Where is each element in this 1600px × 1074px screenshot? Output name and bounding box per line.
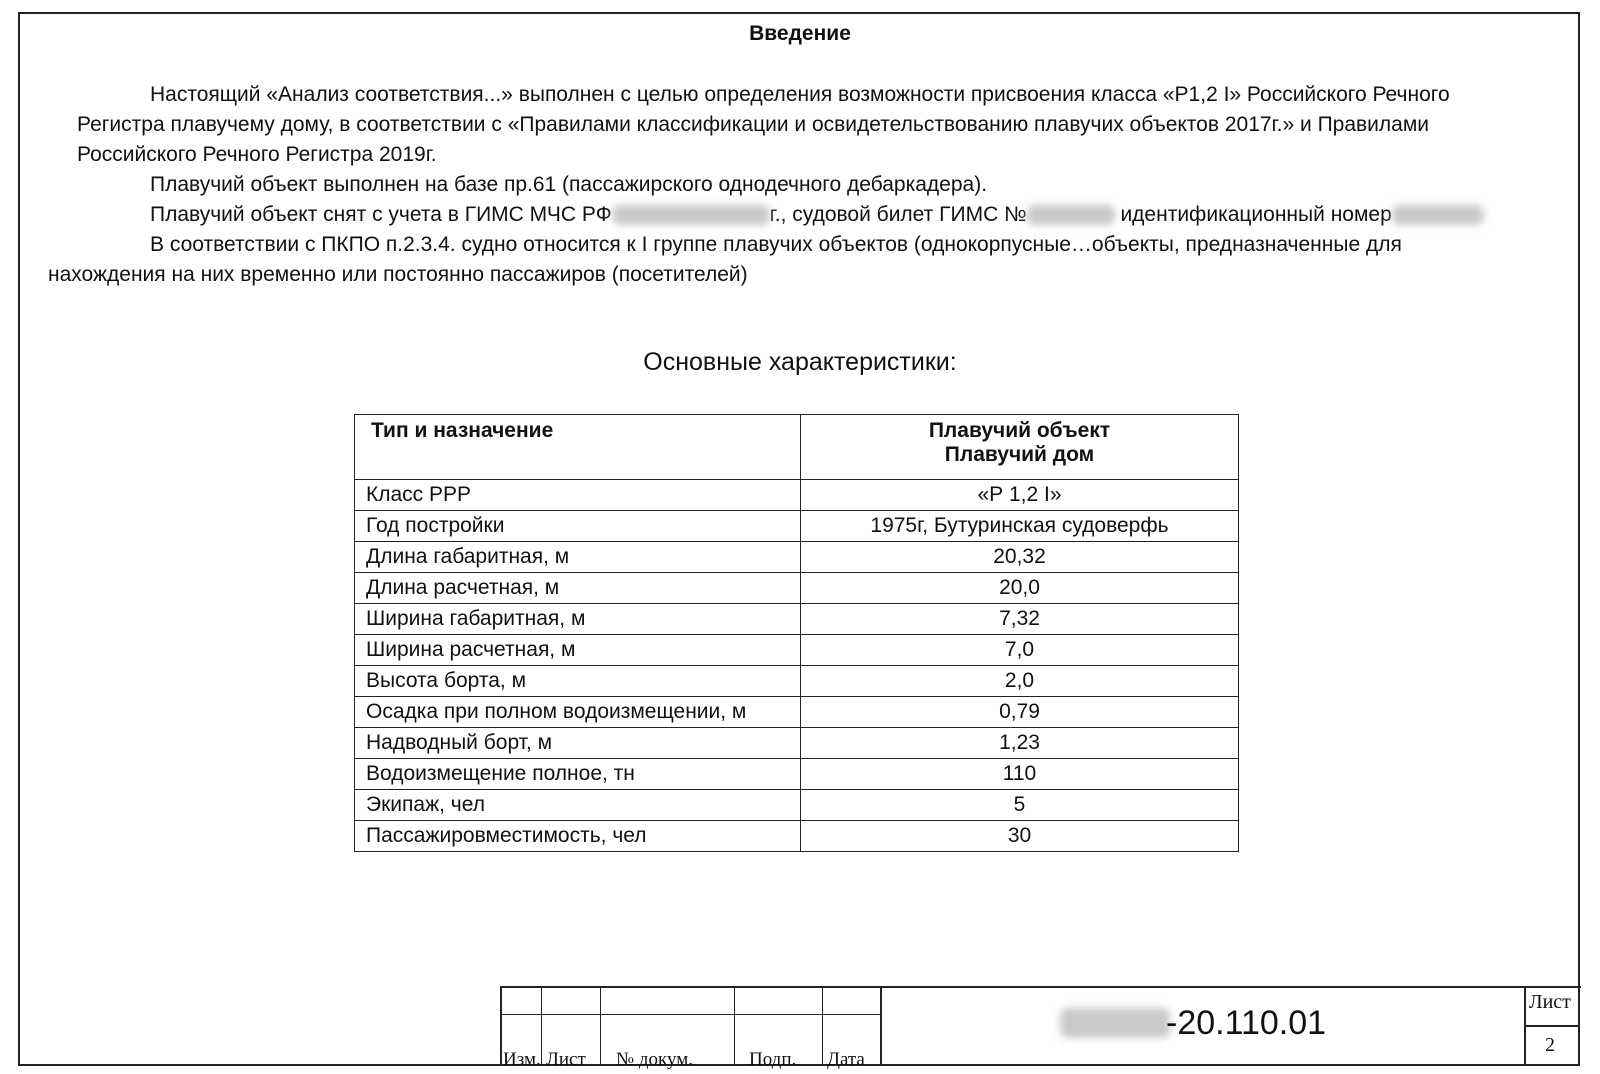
row-label: Надводный борт, м: [355, 728, 801, 759]
row-label: Экипаж, чел: [355, 790, 801, 821]
table-row: [355, 480, 1239, 511]
redacted-id-number: [1392, 205, 1484, 225]
intro-p3-part1: Плавучий объект снят с учета в ГИМС МЧС РФ: [150, 203, 612, 226]
stamp-label-sheet: Лист: [546, 1049, 586, 1070]
redacted-doc-prefix: [1060, 1008, 1170, 1038]
header-object-line2: Плавучий дом: [944, 443, 1095, 466]
document-code: -20.110.01: [1166, 1004, 1327, 1042]
row-value: 20,32: [801, 542, 1239, 573]
row-value: 7,0: [801, 635, 1239, 666]
table-row: [355, 573, 1239, 604]
stamp-sheet-number: 2: [1545, 1034, 1555, 1056]
intro-p1-line1: Настоящий «Анализ соответствия...» выполнен с целью определения возможности присвоения класса «Р1,2 I» Российского Речного: [150, 83, 1450, 106]
row-label: Длина расчетная, м: [355, 573, 801, 604]
table-row: [355, 635, 1239, 666]
table-row: [355, 821, 1239, 852]
table-row: [355, 790, 1239, 821]
table-header-row: [355, 415, 1239, 480]
row-label: Осадка при полном водоизмещении, м: [355, 697, 801, 728]
intro-p3-part3: идентификационный номер: [1120, 203, 1392, 226]
row-value: 2,0: [801, 666, 1239, 697]
intro-p3-part2: г., судовой билет ГИМС №: [769, 203, 1027, 226]
row-value: 1,23: [801, 728, 1239, 759]
stamp-label-doc-number: № докум.: [616, 1049, 694, 1070]
row-value: 7,32: [801, 604, 1239, 635]
page-heading: Введение: [749, 22, 851, 45]
row-value: 5: [801, 790, 1239, 821]
intro-p1-line3: Российского Речного Регистра 2019г.: [77, 143, 437, 166]
intro-p1-line2: Регистра плавучему дому, в соответствии с «Правилами классификации и освидетельствованию плавучих объектов 2017г.» и Правилами: [77, 113, 1430, 136]
row-label: Пассажировместимость, чел: [355, 821, 801, 852]
table-row: [355, 728, 1239, 759]
intro-p3: [150, 200, 1484, 230]
stamp-sheet-label: Лист: [1529, 991, 1571, 1013]
row-label: Год постройки: [355, 511, 801, 542]
redacted-date: [612, 205, 770, 225]
row-value: «Р 1,2 I»: [801, 480, 1239, 511]
characteristics-table: [354, 414, 1239, 852]
table-row: [355, 542, 1239, 573]
table-row: [355, 759, 1239, 790]
row-value: 20,0: [801, 573, 1239, 604]
stamp-label-date: Дата: [827, 1049, 865, 1070]
row-label: Ширина габаритная, м: [355, 604, 801, 635]
redacted-ticket-number: [1027, 205, 1115, 225]
table-row: [355, 511, 1239, 542]
intro-p4-line2: нахождения на них временно или постоянно пассажиров (посетителей): [48, 263, 748, 286]
header-type-cell: Тип и назначение: [355, 415, 801, 480]
stamp-label-signature: Подп.: [749, 1049, 797, 1070]
table-row: [355, 666, 1239, 697]
row-label: Ширина расчетная, м: [355, 635, 801, 666]
table-row: [355, 697, 1239, 728]
section-title: Основные характеристики:: [643, 348, 957, 376]
intro-p4-line1: В соответствии с ПКПО п.2.3.4. судно относится к I группе плавучих объектов (однокорпусные…объекты, предназначенные для: [150, 233, 1402, 256]
table-row: [355, 604, 1239, 635]
row-value: 0,79: [801, 697, 1239, 728]
header-object-line1: Плавучий объект: [928, 419, 1111, 442]
intro-p2: Плавучий объект выполнен на базе пр.61 (пассажирского однодечного дебаркадера).: [150, 173, 988, 196]
row-value: 110: [801, 759, 1239, 790]
stamp-label-revision: Изм.: [503, 1049, 541, 1070]
row-label: Водоизмещение полное, тн: [355, 759, 801, 790]
row-value: 1975г, Бутуринская судоверфь: [801, 511, 1239, 542]
row-label: Класс РРР: [355, 480, 801, 511]
row-label: Длина габаритная, м: [355, 542, 801, 573]
row-value: 30: [801, 821, 1239, 852]
header-object-cell: [801, 415, 1239, 480]
row-label: Высота борта, м: [355, 666, 801, 697]
